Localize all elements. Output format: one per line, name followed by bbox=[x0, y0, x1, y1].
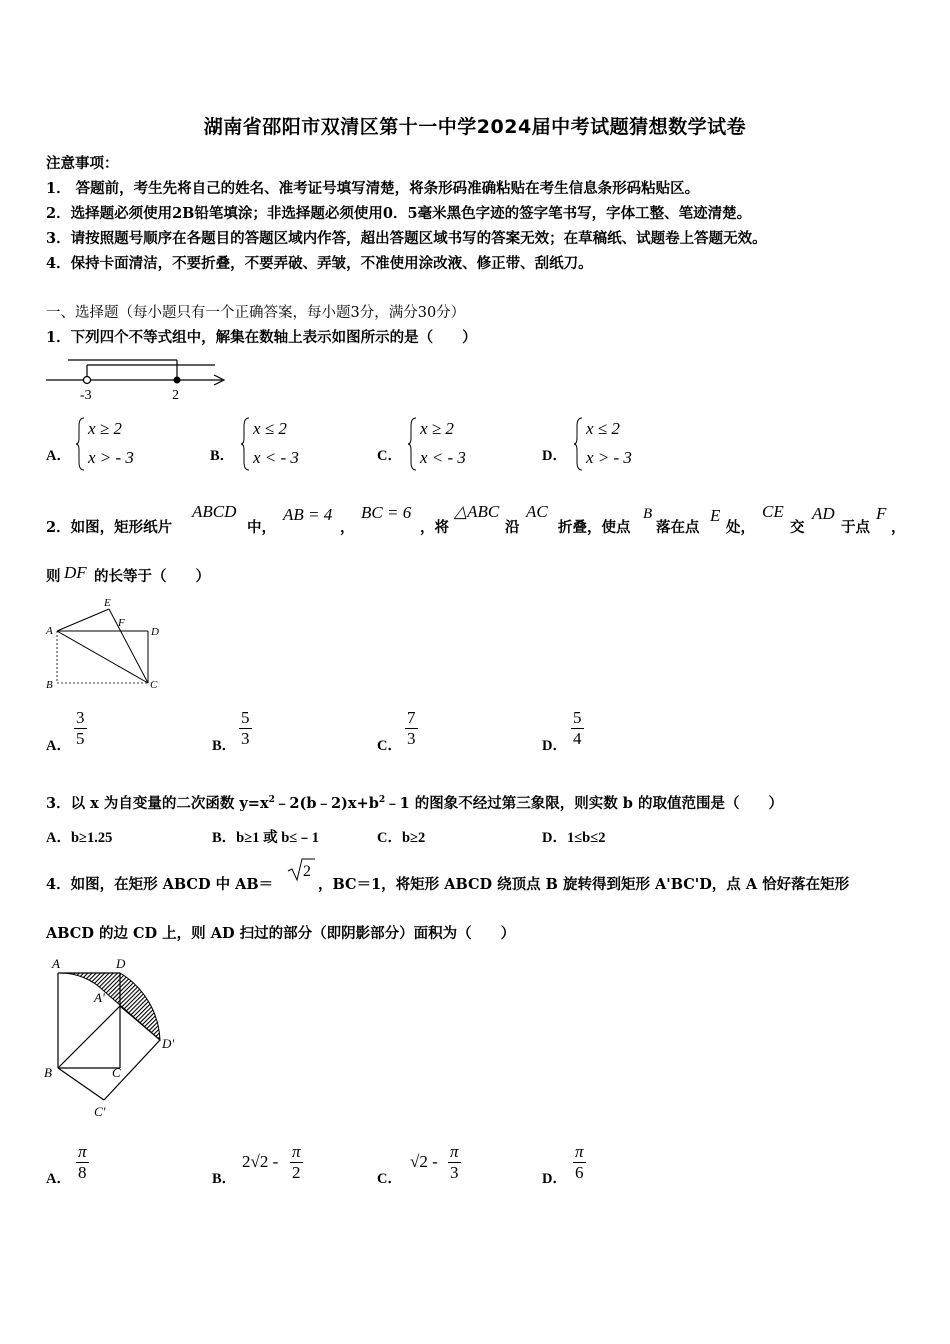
q2-math-ab: AB = 4 bbox=[283, 505, 333, 524]
q2-math-ce: CE bbox=[762, 502, 784, 521]
q4-option-a-frac: $\frac{\pi}{8}$ bbox=[78, 1142, 87, 1182]
figure-label-b: B bbox=[46, 679, 53, 691]
q2-option-a-frac: $\frac{3}{5}$ bbox=[76, 708, 85, 748]
q2-option-d-label: D． bbox=[542, 738, 567, 754]
q2-math-triangle: △ABC bbox=[454, 502, 500, 521]
q2-option-b-label: B． bbox=[212, 738, 237, 754]
figure-label-d: D bbox=[116, 956, 126, 971]
q2-figure bbox=[40, 595, 170, 695]
q1-option-d-label: D． bbox=[542, 448, 567, 464]
q2-math-f: F bbox=[876, 504, 887, 523]
q4-figure bbox=[38, 950, 188, 1122]
q4-line2: ABCD 的边 CD 上，则 AD 扫过的部分（即阴影部分）面积为（ ） bbox=[46, 925, 516, 942]
q2-math-abcd: ABCD bbox=[192, 502, 237, 521]
q1-option-b-line1: x ≤ 2 bbox=[253, 419, 287, 438]
q2-math-ad: AD bbox=[812, 504, 835, 523]
q4-option-b-pre: 2√2 - bbox=[242, 1152, 279, 1171]
q2-math-e: E bbox=[710, 506, 721, 525]
q1-option-d-line1: x ≤ 2 bbox=[586, 419, 620, 438]
figure-label-b: B bbox=[44, 1065, 52, 1080]
q4-line1-pre: 4．如图，在矩形 ABCD 中 AB＝ bbox=[46, 876, 274, 893]
q2-math-ac: AC bbox=[526, 502, 548, 521]
q1-option-c-label: C． bbox=[377, 448, 402, 464]
figure-label-a: A bbox=[52, 956, 60, 971]
q4-option-d-label: D． bbox=[542, 1171, 567, 1187]
figure-label-a-prime: A' bbox=[94, 990, 105, 1005]
q1-stem: 1．下列四个不等式组中，解集在数轴上表示如图所示的是（ ） bbox=[46, 329, 477, 346]
q4-option-a-label: A． bbox=[46, 1171, 71, 1187]
figure-label-f: F bbox=[118, 617, 125, 629]
q2-option-d-frac: $\frac{5}{4}$ bbox=[573, 708, 582, 748]
q3-option-d: D．1≤b≤2 bbox=[542, 830, 606, 846]
q4-line1-post: ，BC＝1，将矩形 ABCD 绕顶点 B 旋转得到矩形 A'BC'D，点 A 恰好落在矩形 bbox=[318, 876, 850, 893]
q1-option-d-line2: x > - 3 bbox=[586, 448, 632, 467]
q2-option-c-frac: $\frac{7}{3}$ bbox=[407, 708, 416, 748]
q2-text-10: 于点 bbox=[841, 519, 870, 536]
notice-item-4: 4．保持卡面清洁，不要折叠，不要弄破、弄皱，不准使用涂改液、修正带、刮纸刀。 bbox=[46, 255, 593, 272]
q4-option-c-label: C． bbox=[377, 1171, 402, 1187]
q2-option-b-frac: $\frac{5}{3}$ bbox=[241, 708, 250, 748]
q2-option-c-label: C． bbox=[377, 738, 402, 754]
q1-option-a-label: A． bbox=[46, 448, 71, 464]
notice-item-3: 3．请按照题号顺序在各题目的答题区域内作答，超出答题区域书写的答案无效；在草稿纸、试题卷上答题无效。 bbox=[46, 230, 767, 247]
q2-line2-post: 的长等于（ ） bbox=[94, 568, 210, 585]
q2-option-a-label: A． bbox=[46, 738, 71, 754]
q3-option-c: C．b≥2 bbox=[377, 830, 426, 846]
figure-label-c-prime: C' bbox=[94, 1104, 106, 1119]
q4-option-c-pre: √2 - bbox=[410, 1152, 438, 1171]
q2-text-5: 沿 bbox=[505, 519, 520, 536]
q2-math-b: B bbox=[643, 506, 653, 522]
notice-heading: 注意事项： bbox=[46, 155, 119, 172]
q1-option-c-line2: x < - 3 bbox=[420, 448, 466, 467]
brace-icon bbox=[241, 416, 251, 472]
q1-option-a-line2: x > - 3 bbox=[88, 448, 134, 467]
q4-option-b-label: B． bbox=[212, 1171, 237, 1187]
figure-label-d-prime: D' bbox=[162, 1036, 175, 1051]
q2-math-df: DF bbox=[64, 563, 87, 582]
q2-line2-pre: 则 bbox=[46, 568, 61, 585]
q4-sqrt-value: 2 bbox=[303, 863, 311, 880]
figure-label-a: A bbox=[46, 625, 53, 637]
q1-option-a-line1: x ≥ 2 bbox=[88, 419, 122, 438]
figure-label-d: D bbox=[151, 626, 159, 638]
brace-icon bbox=[574, 416, 584, 472]
figure-label-c: C bbox=[150, 679, 158, 691]
q4-option-d-frac: $\frac{\pi}{6}$ bbox=[575, 1142, 584, 1182]
q3-stem: 3．以 x 为自变量的二次函数 $y=x^2﹣2(b﹣2)x+b^2﹣1$ 的图象不经过第三象限，则实数 b 的取值范围是（ ） bbox=[46, 795, 783, 812]
q2-text-1: 2．如图，矩形纸片 bbox=[46, 519, 173, 536]
q1-option-b-label: B． bbox=[210, 448, 235, 464]
q1-option-b-line2: x < - 3 bbox=[253, 448, 299, 467]
page-title: 湖南省邵阳市双清区第十一中学2024届中考试题猜想数学试卷 bbox=[203, 116, 747, 138]
q4-option-c-frac: $\frac{\pi}{3}$ bbox=[450, 1142, 459, 1182]
brace-icon bbox=[408, 416, 418, 472]
notice-item-1: 1． 答题前，考生先将自己的姓名、准考证号填写清楚，将条形码准确粘贴在考生信息条形码粘贴区。 bbox=[46, 180, 700, 197]
q2-text-6: 折叠，使点 bbox=[558, 519, 631, 536]
brace-icon bbox=[76, 416, 86, 472]
q2-text-4: ，将 bbox=[420, 519, 449, 536]
sqrt-icon bbox=[286, 857, 316, 883]
q1-number-line bbox=[40, 355, 235, 405]
q2-math-bc: BC = 6 bbox=[361, 503, 412, 522]
section-heading: 一、选择题（每小题只有一个正确答案，每小题3分，满分30分） bbox=[46, 305, 466, 321]
notice-item-2: 2．选择题必须使用2B铅笔填涂；非选择题必须使用0．5毫米黑色字迹的签字笔书写，字体工整、笔迹清楚。 bbox=[46, 205, 752, 222]
figure-label-c: C bbox=[112, 1065, 121, 1080]
q2-text-11: ， bbox=[891, 519, 906, 536]
q1-option-c-line1: x ≥ 2 bbox=[420, 419, 454, 438]
q2-text-7: 落在点 bbox=[656, 519, 700, 536]
axis-label-2: 2 bbox=[172, 388, 179, 403]
q2-text-8: 处， bbox=[726, 519, 755, 536]
figure-label-e: E bbox=[104, 597, 111, 609]
q4-option-b-frac: $\frac{\pi}{2}$ bbox=[292, 1142, 301, 1182]
q3-option-a: A．b≥1.25 bbox=[46, 830, 113, 846]
axis-label-neg3: -3 bbox=[80, 388, 92, 403]
q2-text-2: 中， bbox=[247, 519, 276, 536]
q3-option-b: B．b≥1 或 b≤﹣1 bbox=[212, 830, 319, 846]
q2-text-9: 交 bbox=[790, 519, 805, 536]
q2-text-3: ， bbox=[340, 519, 355, 536]
